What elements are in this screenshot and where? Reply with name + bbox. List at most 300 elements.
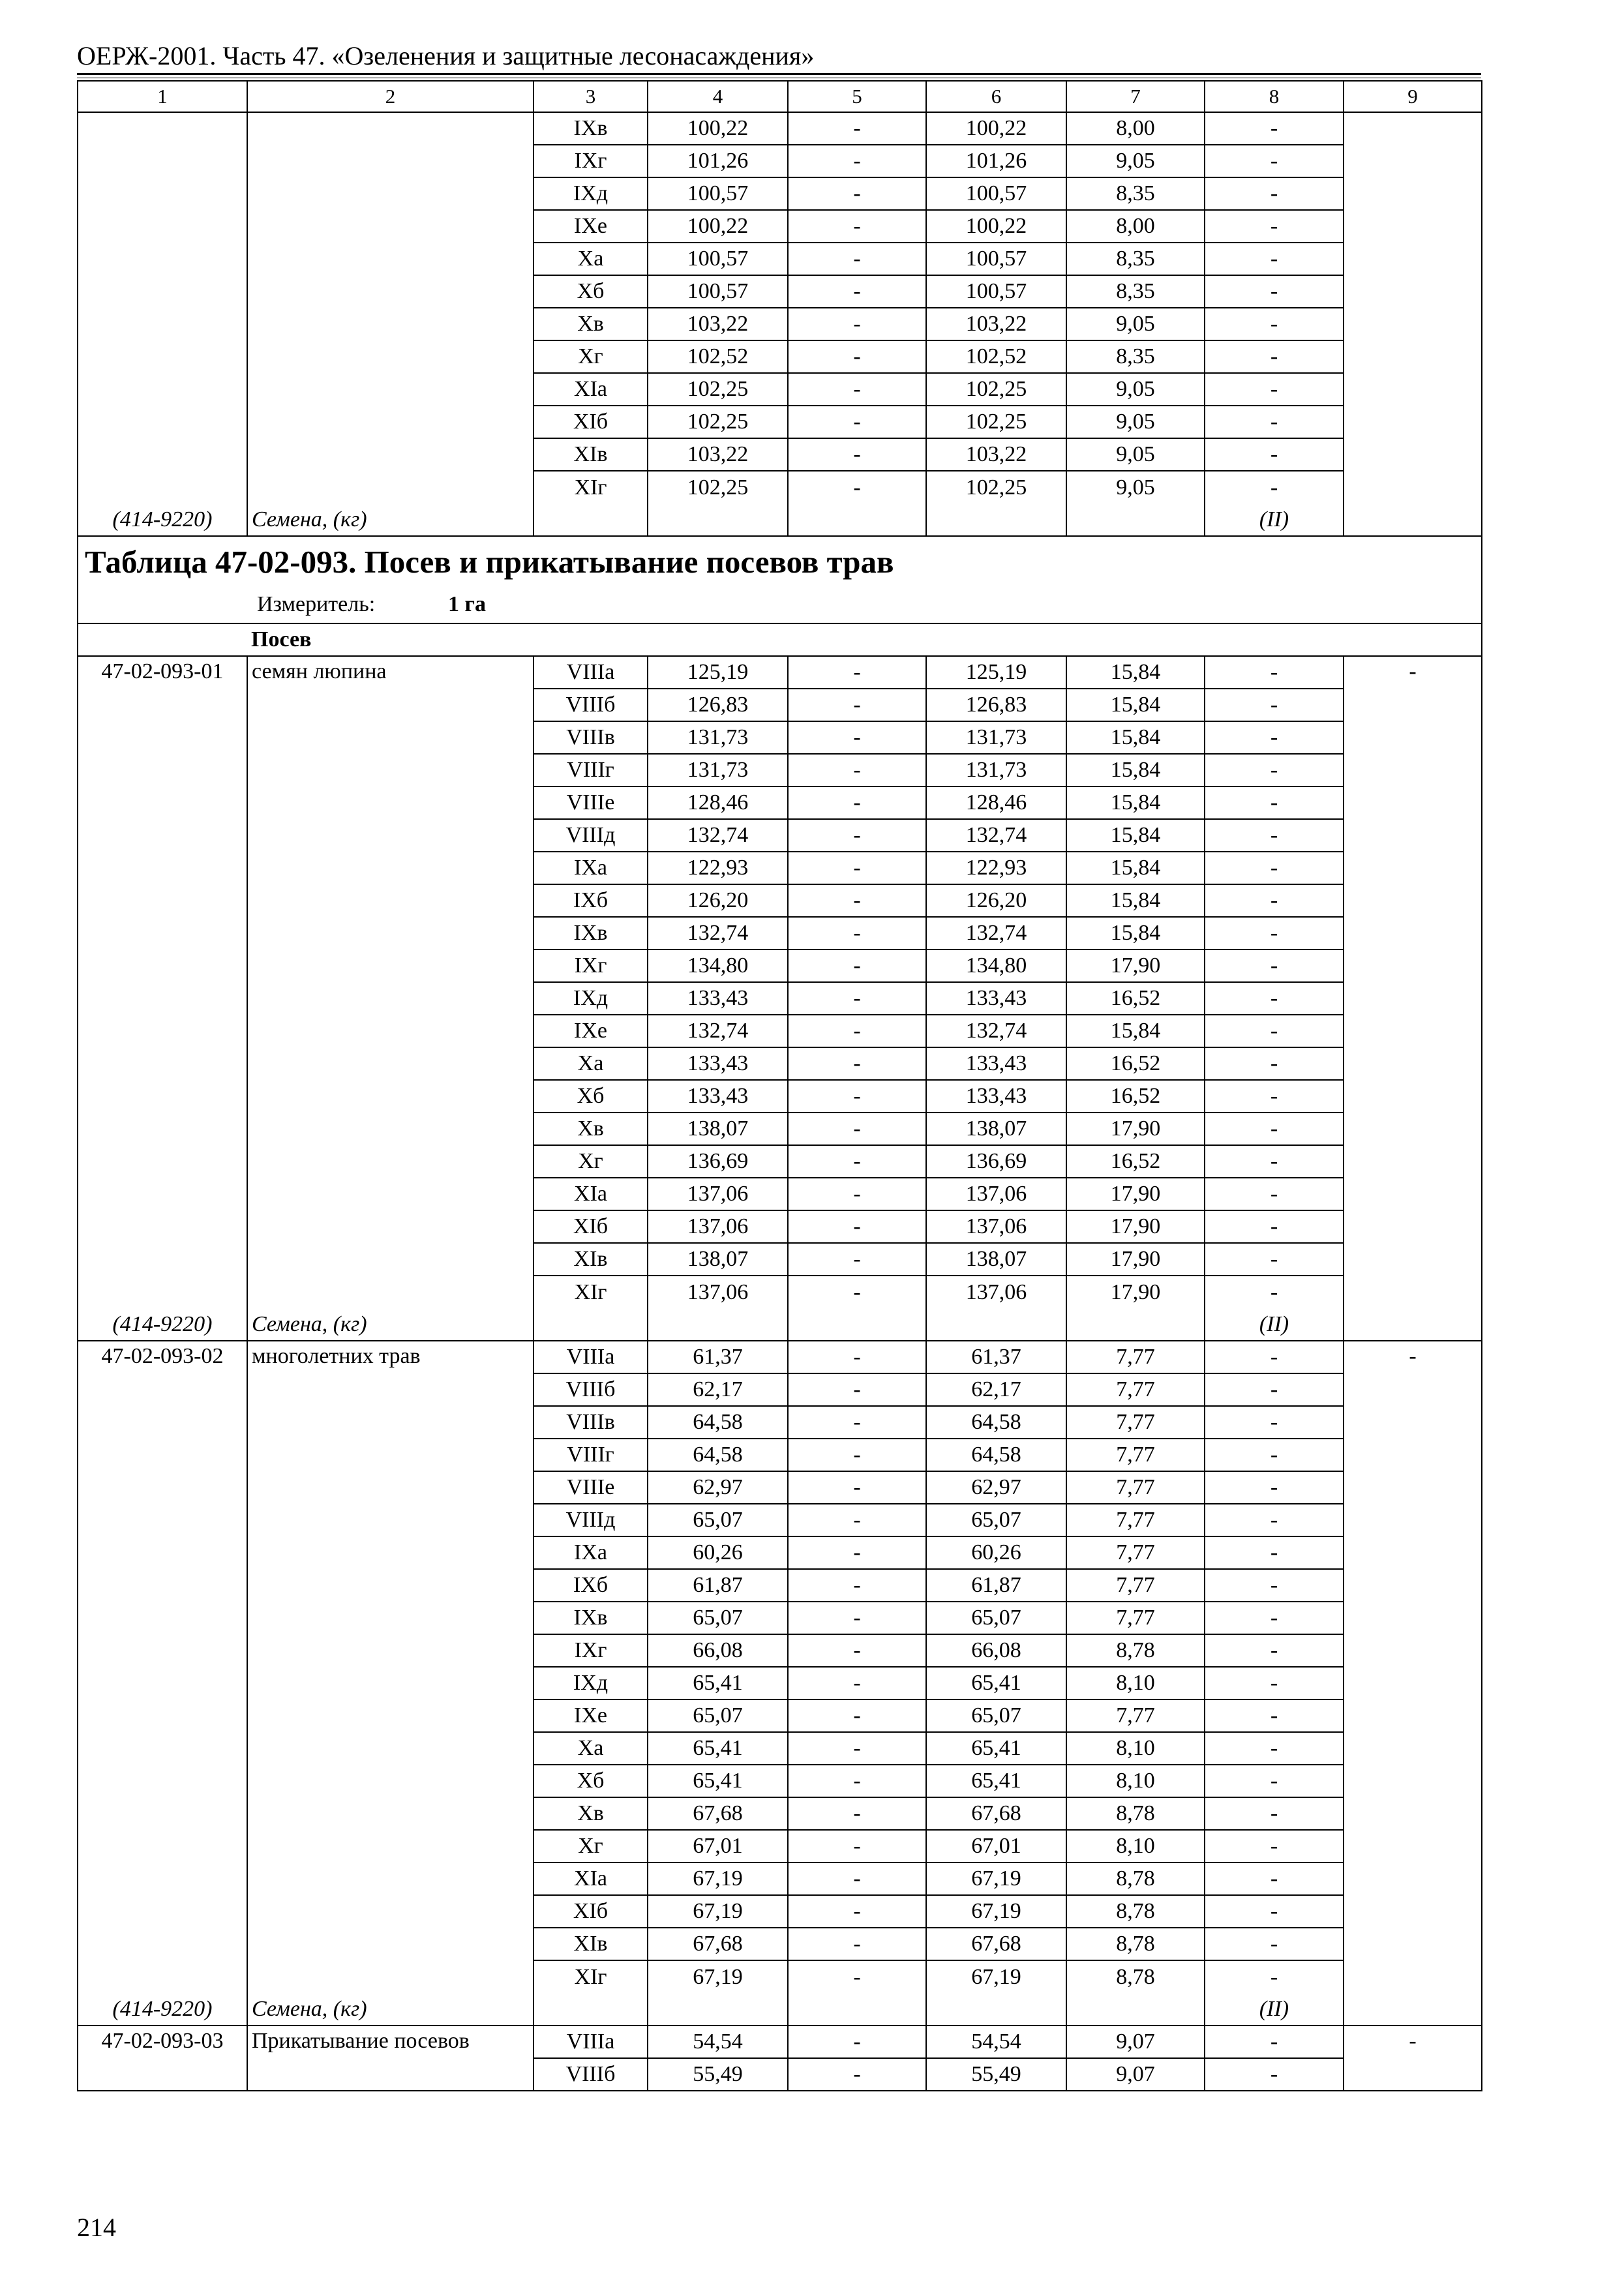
column-number: 6 [926, 81, 1066, 112]
machine-cost-cell: 61,87 [926, 1569, 1066, 1602]
labor-cost-cell: 7,77 [1066, 1569, 1205, 1602]
zone-cell: XIв [534, 1928, 648, 1960]
labor-cost-cell: 17,90 [1066, 950, 1205, 982]
materials-cell: - [1205, 1276, 1344, 1308]
materials-cell: - [1205, 1634, 1344, 1667]
machine-cost-cell: 102,25 [926, 471, 1066, 503]
col9-cell [1344, 1830, 1482, 1863]
table-row [78, 145, 1482, 177]
table-row [78, 2026, 1482, 2058]
table-row [78, 1471, 1482, 1504]
table-row [78, 275, 1482, 308]
measure-value: 1 га [448, 592, 486, 616]
zone-cell: IXг [534, 1634, 648, 1667]
wages-cell: - [788, 243, 926, 275]
name-cell [247, 1439, 534, 1471]
total-cost-cell: 102,25 [648, 471, 788, 503]
machine-cost-cell: 128,46 [926, 786, 1066, 819]
column-number: 4 [648, 81, 788, 112]
materials-cell: - [1205, 340, 1344, 373]
total-cost-cell: 100,57 [648, 243, 788, 275]
wages-cell: - [788, 950, 926, 982]
code-cell [78, 1373, 247, 1406]
table-row [78, 340, 1482, 373]
name-cell [247, 210, 534, 243]
table-row [78, 689, 1482, 721]
wages-cell: - [788, 1634, 926, 1667]
labor-cost-cell: 7,77 [1066, 1406, 1205, 1439]
zone-cell: VIIIг [534, 1439, 648, 1471]
code-cell [78, 1830, 247, 1863]
materials-cell: - [1205, 243, 1344, 275]
total-cost-cell: 65,07 [648, 1602, 788, 1634]
column-number: 8 [1205, 81, 1344, 112]
measure-row [78, 587, 1482, 623]
zone-cell: VIIIг [534, 754, 648, 786]
materials-cell: - [1205, 1113, 1344, 1145]
col9-cell [1344, 982, 1482, 1015]
labor-cost-cell: 8,78 [1066, 1960, 1205, 1993]
wages-cell: - [788, 1863, 926, 1895]
code-cell [78, 210, 247, 243]
machine-cost-cell: 138,07 [926, 1243, 1066, 1276]
machine-cost-cell: 100,57 [926, 275, 1066, 308]
resource-col9 [1344, 503, 1482, 536]
table-row [78, 1406, 1482, 1439]
resource-name: Семена, (кг) [247, 1993, 534, 2026]
code-cell [78, 1960, 247, 1993]
zone-cell: IXб [534, 884, 648, 917]
wages-cell: - [788, 1797, 926, 1830]
code-cell [78, 1863, 247, 1895]
labor-cost-cell: 7,77 [1066, 1341, 1205, 1373]
resource-row [78, 1993, 1482, 2026]
zone-cell: VIIIд [534, 1504, 648, 1536]
machine-cost-cell: 100,57 [926, 243, 1066, 275]
name-cell [247, 1699, 534, 1732]
resource-empty-cell [926, 1993, 1066, 2026]
machine-cost-cell: 55,49 [926, 2058, 1066, 2091]
labor-cost-cell: 7,77 [1066, 1504, 1205, 1536]
column-number: 2 [247, 81, 534, 112]
total-cost-cell: 62,97 [648, 1471, 788, 1504]
col9-cell [1344, 852, 1482, 884]
wages-cell: - [788, 1504, 926, 1536]
resource-code: (414-9220) [78, 503, 247, 536]
wages-cell: - [788, 471, 926, 503]
table-row [78, 177, 1482, 210]
zone-cell: Xв [534, 308, 648, 340]
zone-cell: IXе [534, 1015, 648, 1047]
wages-cell: - [788, 1439, 926, 1471]
materials-cell: - [1205, 1210, 1344, 1243]
col9-cell: - [1344, 2026, 1482, 2058]
labor-cost-cell: 17,90 [1066, 1178, 1205, 1210]
col9-cell [1344, 1276, 1482, 1308]
code-cell [78, 1667, 247, 1699]
col9-cell [1344, 950, 1482, 982]
table-title-row [78, 536, 1482, 587]
col9-cell [1344, 275, 1482, 308]
zone-cell: XIв [534, 1243, 648, 1276]
total-cost-cell: 137,06 [648, 1276, 788, 1308]
machine-cost-cell: 65,41 [926, 1667, 1066, 1699]
total-cost-cell: 137,06 [648, 1178, 788, 1210]
zone-cell: XIг [534, 1960, 648, 1993]
materials-cell: - [1205, 1373, 1344, 1406]
table-row [78, 243, 1482, 275]
table-row [78, 1178, 1482, 1210]
table-row [78, 1732, 1482, 1765]
code-cell [78, 1504, 247, 1536]
col9-cell [1344, 721, 1482, 754]
zone-cell: Xг [534, 340, 648, 373]
labor-cost-cell: 15,84 [1066, 786, 1205, 819]
running-header: ОЕРЖ-2001. Часть 47. «Озеленения и защитные лесонасаждения» [77, 41, 815, 70]
total-cost-cell: 67,68 [648, 1928, 788, 1960]
total-cost-cell: 66,08 [648, 1634, 788, 1667]
total-cost-cell: 60,26 [648, 1536, 788, 1569]
machine-cost-cell: 138,07 [926, 1113, 1066, 1145]
materials-cell: - [1205, 1178, 1344, 1210]
col9-cell [1344, 1699, 1482, 1732]
wages-cell: - [788, 819, 926, 852]
labor-cost-cell: 16,52 [1066, 1080, 1205, 1113]
wages-cell: - [788, 275, 926, 308]
machine-cost-cell: 67,19 [926, 1863, 1066, 1895]
labor-cost-cell: 8,78 [1066, 1797, 1205, 1830]
code-cell [78, 145, 247, 177]
labor-cost-cell: 9,05 [1066, 471, 1205, 503]
total-cost-cell: 103,22 [648, 308, 788, 340]
code-cell [78, 1634, 247, 1667]
name-cell [247, 1895, 534, 1928]
table-row [78, 1928, 1482, 1960]
machine-cost-cell: 102,25 [926, 406, 1066, 438]
name-cell [247, 1145, 534, 1178]
materials-cell: - [1205, 210, 1344, 243]
name-cell [247, 1863, 534, 1895]
name-cell [247, 721, 534, 754]
labor-cost-cell: 8,00 [1066, 210, 1205, 243]
zone-cell: VIIIв [534, 721, 648, 754]
zone-cell: IXг [534, 950, 648, 982]
materials-cell: - [1205, 1047, 1344, 1080]
resource-empty-cell [534, 1308, 648, 1341]
name-cell [247, 786, 534, 819]
total-cost-cell: 100,22 [648, 112, 788, 145]
wages-cell: - [788, 177, 926, 210]
name-cell [247, 340, 534, 373]
col9-cell [1344, 1178, 1482, 1210]
machine-cost-cell: 65,07 [926, 1602, 1066, 1634]
total-cost-cell: 128,46 [648, 786, 788, 819]
col9-cell [1344, 471, 1482, 503]
wages-cell: - [788, 1569, 926, 1602]
column-number: 7 [1066, 81, 1205, 112]
wages-cell: - [788, 852, 926, 884]
table-row [78, 1341, 1482, 1373]
wages-cell: - [788, 1145, 926, 1178]
materials-cell: - [1205, 1406, 1344, 1439]
labor-cost-cell: 9,05 [1066, 438, 1205, 471]
page-number: 214 [77, 2213, 116, 2242]
name-cell [247, 1210, 534, 1243]
name-cell [247, 112, 534, 145]
materials-cell: - [1205, 2026, 1344, 2058]
code-cell [78, 438, 247, 471]
machine-cost-cell: 67,68 [926, 1797, 1066, 1830]
table-row [78, 884, 1482, 917]
code-cell [78, 1471, 247, 1504]
resource-empty-cell [788, 1308, 926, 1341]
table-row [78, 1047, 1482, 1080]
materials-cell: - [1205, 917, 1344, 950]
name-cell [247, 819, 534, 852]
labor-cost-cell: 15,84 [1066, 1015, 1205, 1047]
wages-cell: - [788, 982, 926, 1015]
labor-cost-cell: 8,35 [1066, 243, 1205, 275]
code-cell [78, 1276, 247, 1308]
machine-cost-cell: 126,20 [926, 884, 1066, 917]
total-cost-cell: 54,54 [648, 2026, 788, 2058]
code-cell [78, 1210, 247, 1243]
machine-cost-cell: 132,74 [926, 819, 1066, 852]
machine-cost-cell: 100,22 [926, 112, 1066, 145]
col9-cell [1344, 1602, 1482, 1634]
machine-cost-cell: 60,26 [926, 1536, 1066, 1569]
labor-cost-cell: 8,35 [1066, 275, 1205, 308]
section-row [78, 623, 1482, 656]
table-row [78, 1830, 1482, 1863]
machine-cost-cell: 134,80 [926, 950, 1066, 982]
wages-cell: - [788, 1178, 926, 1210]
code-cell [78, 243, 247, 275]
table-row [78, 1373, 1482, 1406]
table-row [78, 210, 1482, 243]
zone-cell: Xа [534, 1732, 648, 1765]
machine-cost-cell: 65,41 [926, 1732, 1066, 1765]
resource-col9 [1344, 1308, 1482, 1341]
name-cell [247, 1178, 534, 1210]
col9-cell [1344, 243, 1482, 275]
table-row [78, 982, 1482, 1015]
zone-cell: XIв [534, 438, 648, 471]
machine-cost-cell: 137,06 [926, 1276, 1066, 1308]
labor-cost-cell: 9,05 [1066, 373, 1205, 406]
machine-cost-cell: 64,58 [926, 1439, 1066, 1471]
resource-empty-cell [926, 503, 1066, 536]
resource-empty-cell [648, 1993, 788, 2026]
zone-cell: XIа [534, 1863, 648, 1895]
zone-cell: XIб [534, 406, 648, 438]
total-cost-cell: 138,07 [648, 1113, 788, 1145]
resource-col9 [1344, 1993, 1482, 2026]
materials-cell: - [1205, 1699, 1344, 1732]
header-rule [77, 73, 1481, 75]
machine-cost-cell: 122,93 [926, 852, 1066, 884]
table-row [78, 308, 1482, 340]
name-cell [247, 1373, 534, 1406]
code-cell [78, 2058, 247, 2091]
total-cost-cell: 132,74 [648, 917, 788, 950]
labor-cost-cell: 8,10 [1066, 1830, 1205, 1863]
materials-cell: - [1205, 1895, 1344, 1928]
table-row [78, 1797, 1482, 1830]
resource-empty-cell [1066, 1308, 1205, 1341]
code-cell [78, 852, 247, 884]
name-cell [247, 1797, 534, 1830]
total-cost-cell: 65,07 [648, 1699, 788, 1732]
table-row [78, 1895, 1482, 1928]
labor-cost-cell: 9,07 [1066, 2058, 1205, 2091]
materials-cell: - [1205, 1797, 1344, 1830]
machine-cost-cell: 131,73 [926, 754, 1066, 786]
total-cost-cell: 64,58 [648, 1439, 788, 1471]
zone-cell: Xб [534, 275, 648, 308]
section-blank [78, 623, 247, 656]
machine-cost-cell: 67,68 [926, 1928, 1066, 1960]
total-cost-cell: 64,58 [648, 1406, 788, 1439]
zone-cell: Xв [534, 1797, 648, 1830]
name-cell [247, 1765, 534, 1797]
col9-cell [1344, 917, 1482, 950]
total-cost-cell: 134,80 [648, 950, 788, 982]
zone-cell: IXе [534, 1699, 648, 1732]
code-cell [78, 819, 247, 852]
name-cell [247, 438, 534, 471]
total-cost-cell: 122,93 [648, 852, 788, 884]
labor-cost-cell: 8,78 [1066, 1863, 1205, 1895]
materials-cell: - [1205, 1536, 1344, 1569]
code-cell [78, 1602, 247, 1634]
materials-cell: - [1205, 819, 1344, 852]
materials-cell: - [1205, 1341, 1344, 1373]
labor-cost-cell: 15,84 [1066, 689, 1205, 721]
resource-row [78, 1308, 1482, 1341]
zone-cell: IXа [534, 852, 648, 884]
column-number: 5 [788, 81, 926, 112]
table-row [78, 1863, 1482, 1895]
zone-cell: IXд [534, 177, 648, 210]
table-row [78, 1080, 1482, 1113]
code-cell [78, 471, 247, 503]
total-cost-cell: 133,43 [648, 1047, 788, 1080]
materials-cell: - [1205, 1439, 1344, 1471]
table-row [78, 1504, 1482, 1536]
table-row [78, 1602, 1482, 1634]
labor-cost-cell: 9,07 [1066, 2026, 1205, 2058]
code-cell [78, 754, 247, 786]
code-cell [78, 1797, 247, 1830]
zone-cell: IXв [534, 112, 648, 145]
total-cost-cell: 126,83 [648, 689, 788, 721]
machine-cost-cell: 103,22 [926, 438, 1066, 471]
machine-cost-cell: 136,69 [926, 1145, 1066, 1178]
code-cell [78, 884, 247, 917]
resource-row [78, 503, 1482, 536]
name-cell [247, 275, 534, 308]
code-cell [78, 406, 247, 438]
zone-cell: VIIIа [534, 656, 648, 689]
materials-cell: - [1205, 852, 1344, 884]
total-cost-cell: 102,25 [648, 373, 788, 406]
col9-cell [1344, 438, 1482, 471]
labor-cost-cell: 17,90 [1066, 1113, 1205, 1145]
total-cost-cell: 67,01 [648, 1830, 788, 1863]
col9-cell [1344, 1797, 1482, 1830]
resource-class: (II) [1205, 1993, 1344, 2026]
labor-cost-cell: 8,00 [1066, 112, 1205, 145]
materials-cell: - [1205, 1504, 1344, 1536]
materials-cell: - [1205, 754, 1344, 786]
wages-cell: - [788, 1732, 926, 1765]
resource-empty-cell [926, 1308, 1066, 1341]
col9-cell [1344, 210, 1482, 243]
wages-cell: - [788, 1765, 926, 1797]
materials-cell: - [1205, 689, 1344, 721]
col9-cell [1344, 112, 1482, 145]
wages-cell: - [788, 373, 926, 406]
machine-cost-cell: 137,06 [926, 1210, 1066, 1243]
materials-cell: - [1205, 1667, 1344, 1699]
rates-table [77, 80, 1482, 2091]
col9-cell [1344, 1504, 1482, 1536]
name-cell [247, 1471, 534, 1504]
total-cost-cell: 132,74 [648, 819, 788, 852]
wages-cell: - [788, 1243, 926, 1276]
code-cell [78, 1895, 247, 1928]
code-cell [78, 112, 247, 145]
wages-cell: - [788, 308, 926, 340]
resource-empty-cell [788, 1993, 926, 2026]
labor-cost-cell: 17,90 [1066, 1210, 1205, 1243]
labor-cost-cell: 8,78 [1066, 1634, 1205, 1667]
wages-cell: - [788, 340, 926, 373]
machine-cost-cell: 65,07 [926, 1699, 1066, 1732]
materials-cell: - [1205, 145, 1344, 177]
name-cell [247, 308, 534, 340]
zone-cell: IXе [534, 210, 648, 243]
name-cell [247, 1276, 534, 1308]
materials-cell: - [1205, 471, 1344, 503]
total-cost-cell: 131,73 [648, 721, 788, 754]
total-cost-cell: 61,37 [648, 1341, 788, 1373]
total-cost-cell: 137,06 [648, 1210, 788, 1243]
col9-cell [1344, 1080, 1482, 1113]
zone-cell: XIг [534, 1276, 648, 1308]
wages-cell: - [788, 1341, 926, 1373]
total-cost-cell: 67,19 [648, 1863, 788, 1895]
name-cell [247, 243, 534, 275]
zone-cell: Xа [534, 1047, 648, 1080]
machine-cost-cell: 61,37 [926, 1341, 1066, 1373]
name-cell [247, 1928, 534, 1960]
code-cell: 47-02-093-02 [78, 1341, 247, 1373]
table-row [78, 1634, 1482, 1667]
zone-cell: Xг [534, 1830, 648, 1863]
total-cost-cell: 67,19 [648, 1960, 788, 1993]
resource-empty-cell [788, 503, 926, 536]
name-cell [247, 1634, 534, 1667]
wages-cell: - [788, 1113, 926, 1145]
labor-cost-cell: 8,78 [1066, 1895, 1205, 1928]
materials-cell: - [1205, 1569, 1344, 1602]
code-cell [78, 308, 247, 340]
materials-cell: - [1205, 884, 1344, 917]
name-cell [247, 917, 534, 950]
labor-cost-cell: 7,77 [1066, 1471, 1205, 1504]
